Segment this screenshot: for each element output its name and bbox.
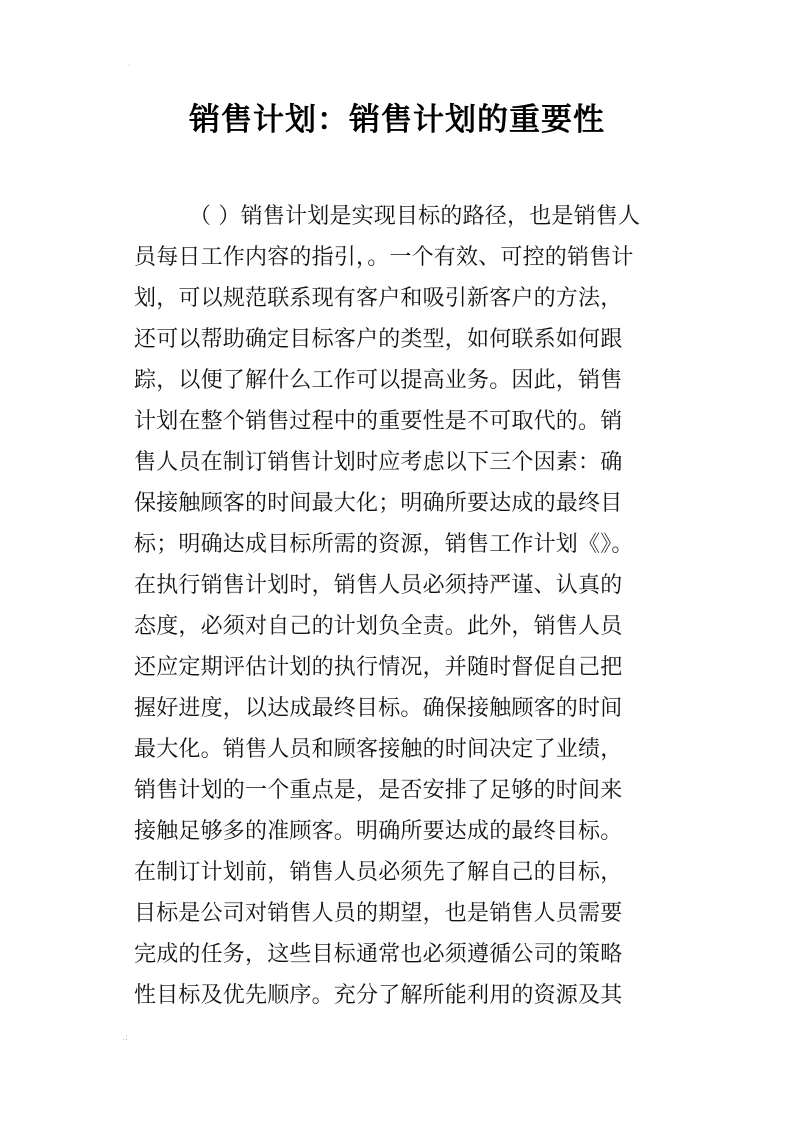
body-line: 接触足够多的准顾客。明确所要达成的最终目标。	[134, 819, 623, 844]
body-line: 员每日工作内容的指引，。一个有效、可控的销售计	[134, 245, 634, 270]
body-line: 售人员在制订销售计划时应考虑以下三个因素：确	[134, 450, 623, 475]
body-line: 划，可以规范联系现有客户和吸引新客户的方法，	[134, 286, 623, 311]
body-line: 在制订计划前，销售人员必须先了解自己的目标，	[134, 860, 623, 885]
body-line: 踪，以便了解什么工作可以提高业务。因此，销售	[134, 368, 623, 393]
body-line: 目标是公司对销售人员的期望，也是销售人员需要	[134, 901, 623, 926]
page-mark-top: ·	[128, 61, 131, 71]
body-line: 标；明确达成目标所需的资源，销售工作计划《》。	[134, 532, 634, 557]
body-line: 完成的任务，这些目标通常也必须遵循公司的策略	[134, 942, 623, 967]
body-line: 性目标及优先顺序。充分了解所能利用的资源及其	[134, 983, 623, 1008]
body-line: 在执行销售计划时，销售人员必须持严谨、认真的	[134, 573, 623, 598]
body-line: 握好进度，以达成最终目标。确保接触顾客的时间	[134, 696, 623, 721]
page-mark-bottom: .:	[122, 1033, 128, 1043]
body-line: 还应定期评估计划的执行情况，并随时督促自己把	[134, 655, 623, 680]
body-line: 销售计划的一个重点是，是否安排了足够的时间来	[134, 778, 623, 803]
document-body	[134, 196, 674, 1016]
body-line: （ ）销售计划是实现目标的路径，也是销售人	[189, 204, 641, 229]
body-line: 保接触顾客的时间最大化；明确所要达成的最终目	[134, 491, 623, 516]
body-line: 还可以帮助确定目标客户的类型，如何联系如何跟	[134, 327, 623, 352]
body-line: 最大化。销售人员和顾客接触的时间决定了业绩，	[134, 737, 623, 762]
document-title: 销售计划：销售计划的重要性	[189, 102, 605, 138]
body-line: 计划在整个销售过程中的重要性是不可取代的。销	[134, 409, 623, 434]
body-line: 态度，必须对自己的计划负全责。此外，销售人员	[134, 614, 623, 639]
